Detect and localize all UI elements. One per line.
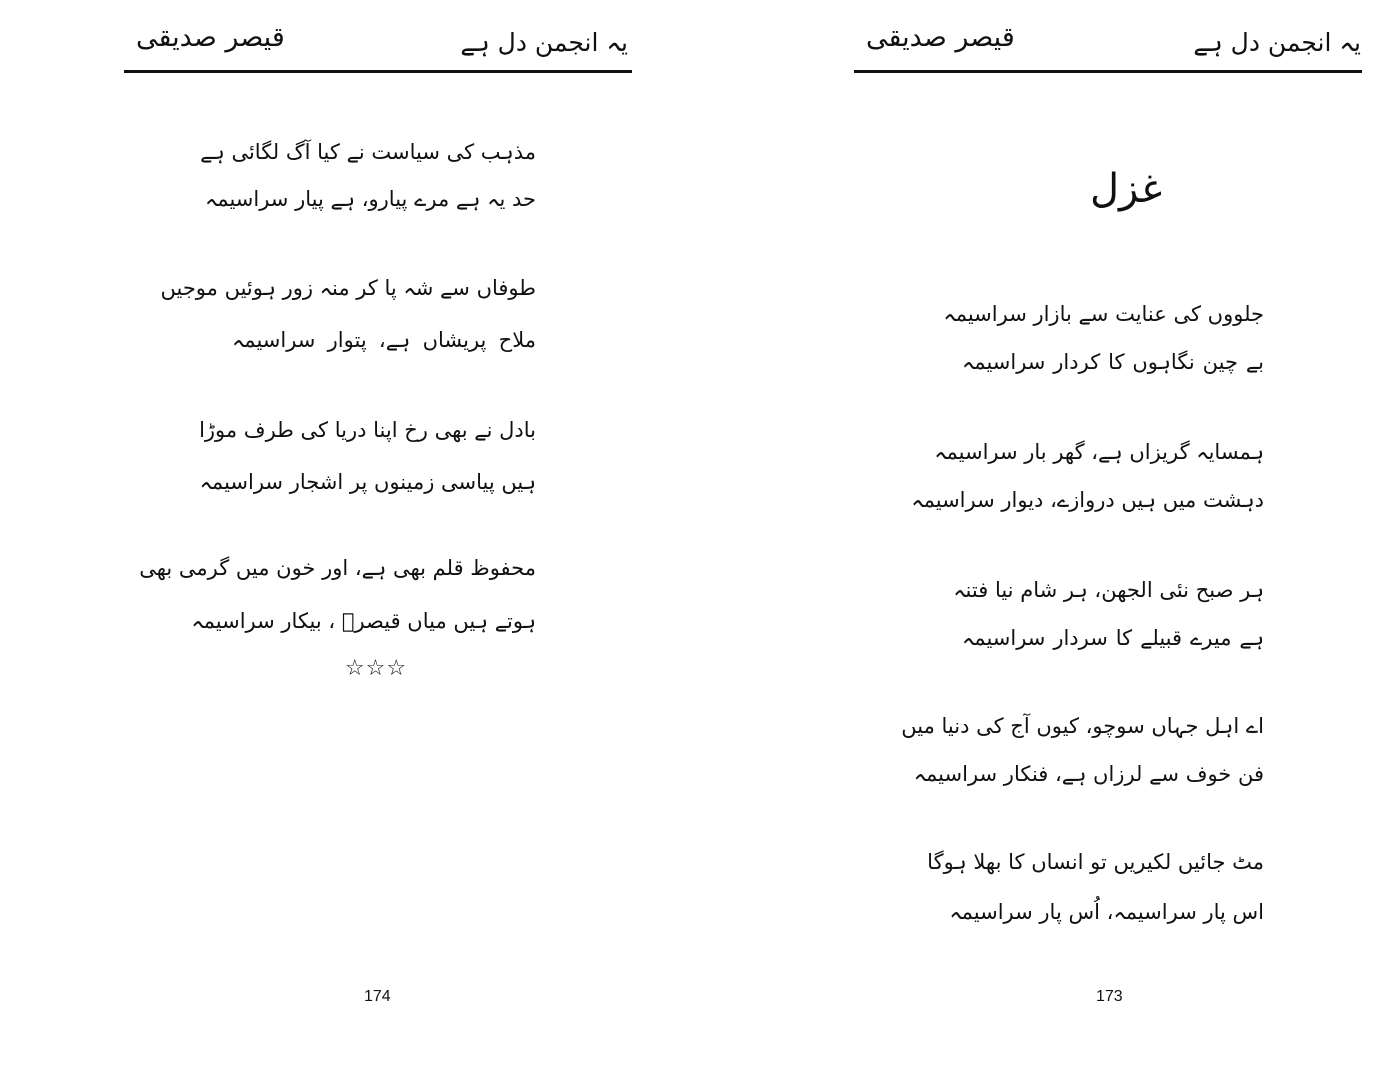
verse-line: ملاح پریشاں ہے، پتوار سراسیمہ [232,328,536,352]
right-page [698,0,1397,1080]
running-header-author: قیصر صدیقی [866,22,1015,53]
left-page [0,0,698,1080]
verse-line: جلووں کی عنایت سے بازار سراسیمہ [943,302,1264,326]
verse-line: محفوظ قلم بھی ہے، اور خون میں گرمی بھی [139,556,536,580]
ghazal-heading: غزل [1089,166,1163,212]
verse-line: دہشت میں ہیں دروازے، دیوار سراسیمہ [911,488,1264,512]
running-header-author: قیصر صدیقی [136,22,285,53]
verse-line: بے چین نگاہوں کا کردار سراسیمہ [962,350,1264,374]
verse-line: ہر صبح نئی الجھن، ہر شام نیا فتنہ [953,578,1264,602]
header-rule [124,70,632,73]
verse-line: مذہب کی سیاست نے کیا آگ لگائی ہے [200,140,536,164]
verse-line: بادل نے بھی رخ اپنا دریا کی طرف موڑا [199,418,536,442]
verse-line: حد یہ ہے مرے پیارو، ہے پیار سراسیمہ [205,187,536,211]
page-number: 173 [1096,988,1123,1005]
verse-line: اس پار سراسیمہ، اُس پار سراسیمہ [949,900,1264,924]
verse-line: مٹ جائیں لکیریں تو انساں کا بھلا ہوگا [927,850,1264,874]
verse-line: اے اہل جہاں سوچو، کیوں آج کی دنیا میں [901,714,1264,738]
running-header-book-title: یہ انجمن دل ہے [460,28,628,57]
verse-line: ہمسایہ گریزاں ہے، گھر بار سراسیمہ [934,440,1264,464]
header-rule [854,70,1362,73]
running-header-book-title: یہ انجمن دل ہے [1193,28,1361,57]
verse-line: طوفاں سے شہ پا کر منہ زور ہوئیں موجیں [160,276,536,300]
verse-line: ہیں پیاسی زمینوں پر اشجار سراسیمہ [199,470,536,494]
end-of-poem-stars: ☆☆☆ [344,656,408,681]
verse-line: ہے میرے قبیلے کا سردار سراسیمہ [962,626,1264,650]
verse-line: فن خوف سے لرزاں ہے، فنکار سراسیمہ [913,762,1264,786]
verse-line: ہوتے ہیں میاں قیصرؔ ، بیکار سراسیمہ [191,609,536,633]
page-number: 174 [364,988,391,1005]
